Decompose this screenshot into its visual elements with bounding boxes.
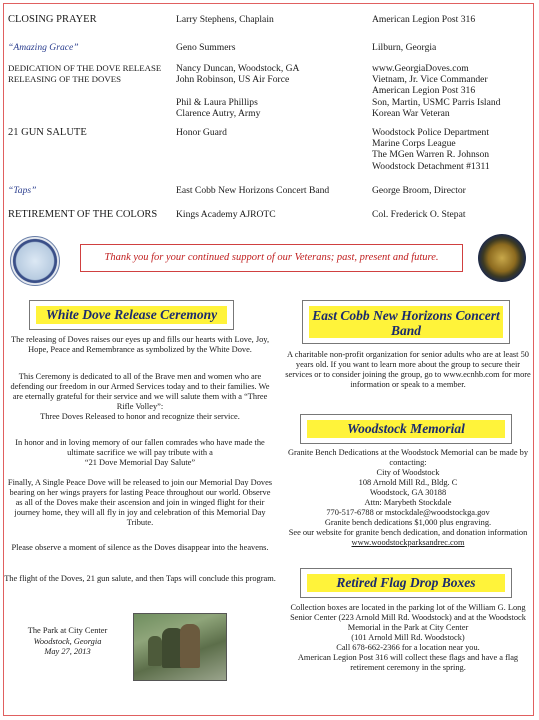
program-item: RETIREMENT OF THE COLORS (8, 209, 158, 220)
program-affiliation: Lilburn, Georgia (372, 42, 437, 53)
american-legion-emblem-icon (478, 234, 526, 282)
program-performer: Honor Guard (176, 127, 227, 138)
event-footer (10, 626, 125, 658)
program-affiliation: George Broom, Director (372, 185, 466, 196)
memorial-info (285, 448, 531, 548)
dove-paragraph: The flight of the Doves, 21 gun salute, and then Taps will conclude this program. (4, 574, 276, 583)
program-performer: Kings Academy AJROTC (176, 209, 276, 220)
band-title: East Cobb New Horizons Concert Band (309, 306, 503, 338)
memorial-title-box (300, 414, 512, 444)
soldier-figure (180, 624, 200, 668)
program-affiliation: American Legion Post 316 (372, 14, 476, 25)
dove-paragraph: Finally, A Single Peace Dove will be released to join our Memorial Day Doves bearing on her wings prayers for lasting Peace throughout our world. Observe as all of the Doves make their ascension and join in winged flight for their journey home, they will all fly in joy and celebration of this Memorial Day Tribute. (7, 478, 273, 527)
soldier-figure (148, 636, 162, 666)
flag-title-box (300, 568, 512, 598)
dove-title-box (29, 300, 234, 330)
event-venue: The Park at City Center (27, 626, 108, 635)
dove-paragraph: Please observe a moment of silence as the Doves disappear into the heavens. (11, 543, 269, 552)
soldiers-photo (133, 613, 227, 681)
program-item: CLOSING PRAYER (8, 14, 97, 25)
band-text: A charitable non-profit organization for senior adults who are at least 50 years old. If you want to learn more about the group to secure their services or to consider joining the group, go to www.ecnhb.com for more information or speak to a member. (285, 350, 531, 389)
memorial-title: Woodstock Memorial (307, 420, 505, 438)
program-item: DEDICATION OF THE DOVE RELEASE RELEASING OF THE DOVES (8, 63, 162, 85)
band-title-box (302, 300, 510, 344)
program-performer: Geno Summers (176, 42, 236, 53)
program-affiliation: Col. Frederick O. Stepat (372, 209, 466, 220)
event-date: May 27, 2013 (44, 647, 91, 656)
event-city: Woodstock, Georgia (33, 636, 102, 646)
dove-paragraph: This Ceremony is dedicated to all of the Brave men and women who are defending our freedom in our Armed Services today and to their families. We are eternally grateful for their service and we will salute them with a “Three Rifle Volley”: Three Doves Released to honor and recognize their service. (10, 372, 270, 421)
dove-paragraph: In honor and in loving memory of our fallen comrades who have made the ultimate sacrifice we will pay tribute with a “21 Dove Memorial Day Salute” (15, 438, 265, 467)
woodstock-parks-link[interactable]: www.woodstockparksandrec.com (351, 538, 465, 547)
city-seal-icon (10, 236, 60, 286)
program-performer: East Cobb New Horizons Concert Band (176, 185, 330, 196)
flag-title: Retired Flag Drop Boxes (307, 574, 505, 592)
program-item: “Amazing Grace” (8, 42, 79, 53)
program-performer: Larry Stephens, Chaplain (176, 14, 274, 25)
dove-title: White Dove Release Ceremony (36, 306, 227, 324)
program-item: 21 GUN SALUTE (8, 127, 87, 138)
flag-text: Collection boxes are located in the parking lot of the William G. Long Senior Center (223 Arnold Mill Rd. Woodstock) and at the Woodstock Memorial in the Park at City Center (101 Arnold Mill Rd. Woodstock) Call 678-662-2366 for a location near you. American Legion Post 316 will collect these flags and have a flag retirement ceremony in the spring. (290, 603, 526, 672)
program-affiliation: Woodstock Police Department Marine Corps League The MGen Warren R. Johnson Woodstock Detachment #1311 (372, 127, 490, 172)
thanks-banner: Thank you for your continued support of our Veterans; past, present and future. (80, 244, 463, 272)
memorial-text: Granite Bench Dedications at the Woodstock Memorial can be made by contacting: City of Woodstock 108 Arnold Mill Rd., Bldg. C Woodstock, GA 30188 Attn: Marybeth Stockdale 770-517-6788 or mstockdale@woodstockga.gov Granite bench dedications $1,000 plus engraving. See our website for granite bench dedication, and donation information (287, 448, 529, 537)
program-affiliation: www.GeorgiaDoves.com Vietnam, Jr. Vice Commander American Legion Post 316 Son, Martin, USMC Parris Island Korean War Veteran (372, 63, 501, 119)
program-performer: Nancy Duncan, Woodstock, GA John Robinson, US Air Force Phil & Laura Phillips Clarence Autry, Army (176, 63, 300, 119)
dove-paragraph: The releasing of Doves raises our eyes up and fills our hearts with Love, Joy, Hope, Peace and Remembrance as symbolized by the White Dove. (10, 335, 270, 354)
program-item: “Taps” (8, 185, 37, 196)
